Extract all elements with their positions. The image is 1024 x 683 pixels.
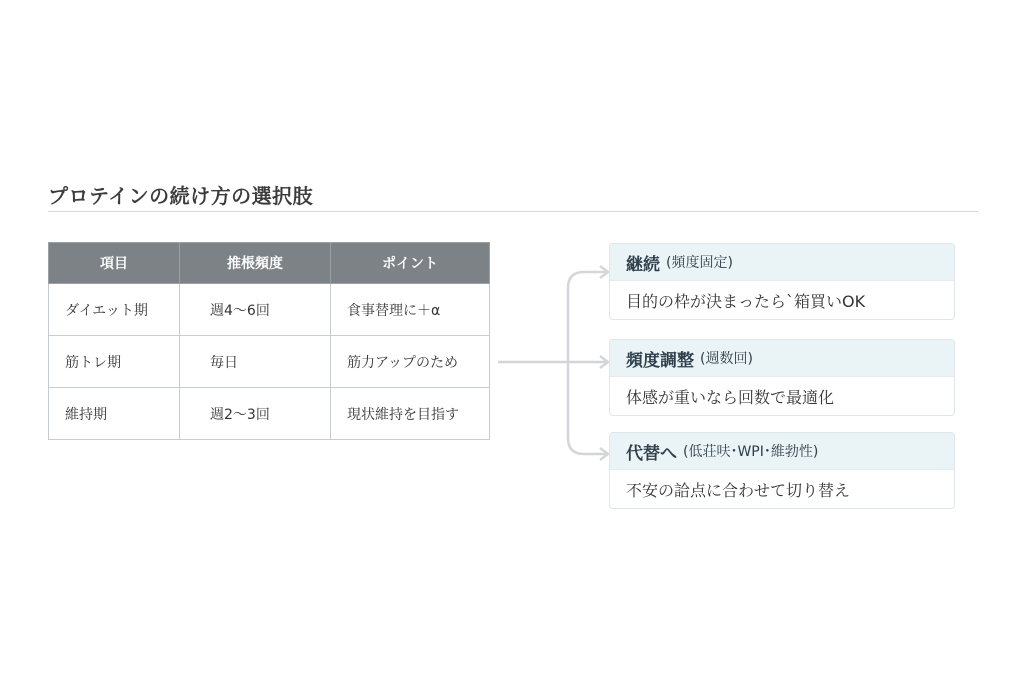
table-row [49, 388, 490, 440]
card-heading: 頻度調整 [626, 350, 694, 371]
column-header-item: 項目 [49, 243, 180, 284]
option-card-alternative [609, 432, 955, 509]
connector-branch-top [568, 272, 606, 362]
page-title: プロテインの続け方の選択肢 [48, 184, 314, 208]
table-cell-point: 食事替理に＋α [331, 284, 490, 336]
table-header-row [49, 243, 490, 284]
table-cell-item: 維持期 [49, 388, 180, 440]
connector-branch-bottom [568, 362, 606, 454]
table-cell-frequency: 毎日 [180, 336, 331, 388]
card-heading: 代替へ [626, 443, 677, 464]
table-row [49, 284, 490, 336]
card-body: 体感が重いなら回数で最適化 [610, 376, 954, 415]
card-body: 不安の詥点に合わせて切り替え [610, 469, 954, 508]
table-cell-point: 筋力アップのため [331, 336, 490, 388]
card-subheading: (週数回) [700, 351, 753, 367]
column-header-frequency: 推棖頻度 [180, 243, 331, 284]
card-heading: 継続 [626, 254, 660, 275]
table-row [49, 336, 490, 388]
card-header [610, 244, 954, 280]
card-subheading: (低荘呋･WPI･維勃性) [683, 444, 819, 460]
option-card-adjust-frequency [609, 339, 955, 416]
card-subheading: (頻度固定) [666, 255, 733, 271]
column-header-point: ポイント [331, 243, 490, 284]
option-card-continue [609, 243, 955, 320]
table-cell-frequency: 週4〜6回 [180, 284, 331, 336]
table-cell-item: ダイエット期 [49, 284, 180, 336]
card-header [610, 340, 954, 376]
card-header [610, 433, 954, 469]
card-body: 目的の枠が決まったら`箱買いOK [610, 280, 954, 319]
table-cell-item: 筋トレ期 [49, 336, 180, 388]
frequency-table [48, 242, 490, 440]
table-cell-frequency: 週2〜3回 [180, 388, 331, 440]
branch-connector [490, 250, 620, 470]
table-cell-point: 現状維持を目指す [331, 388, 490, 440]
title-divider [48, 211, 978, 212]
